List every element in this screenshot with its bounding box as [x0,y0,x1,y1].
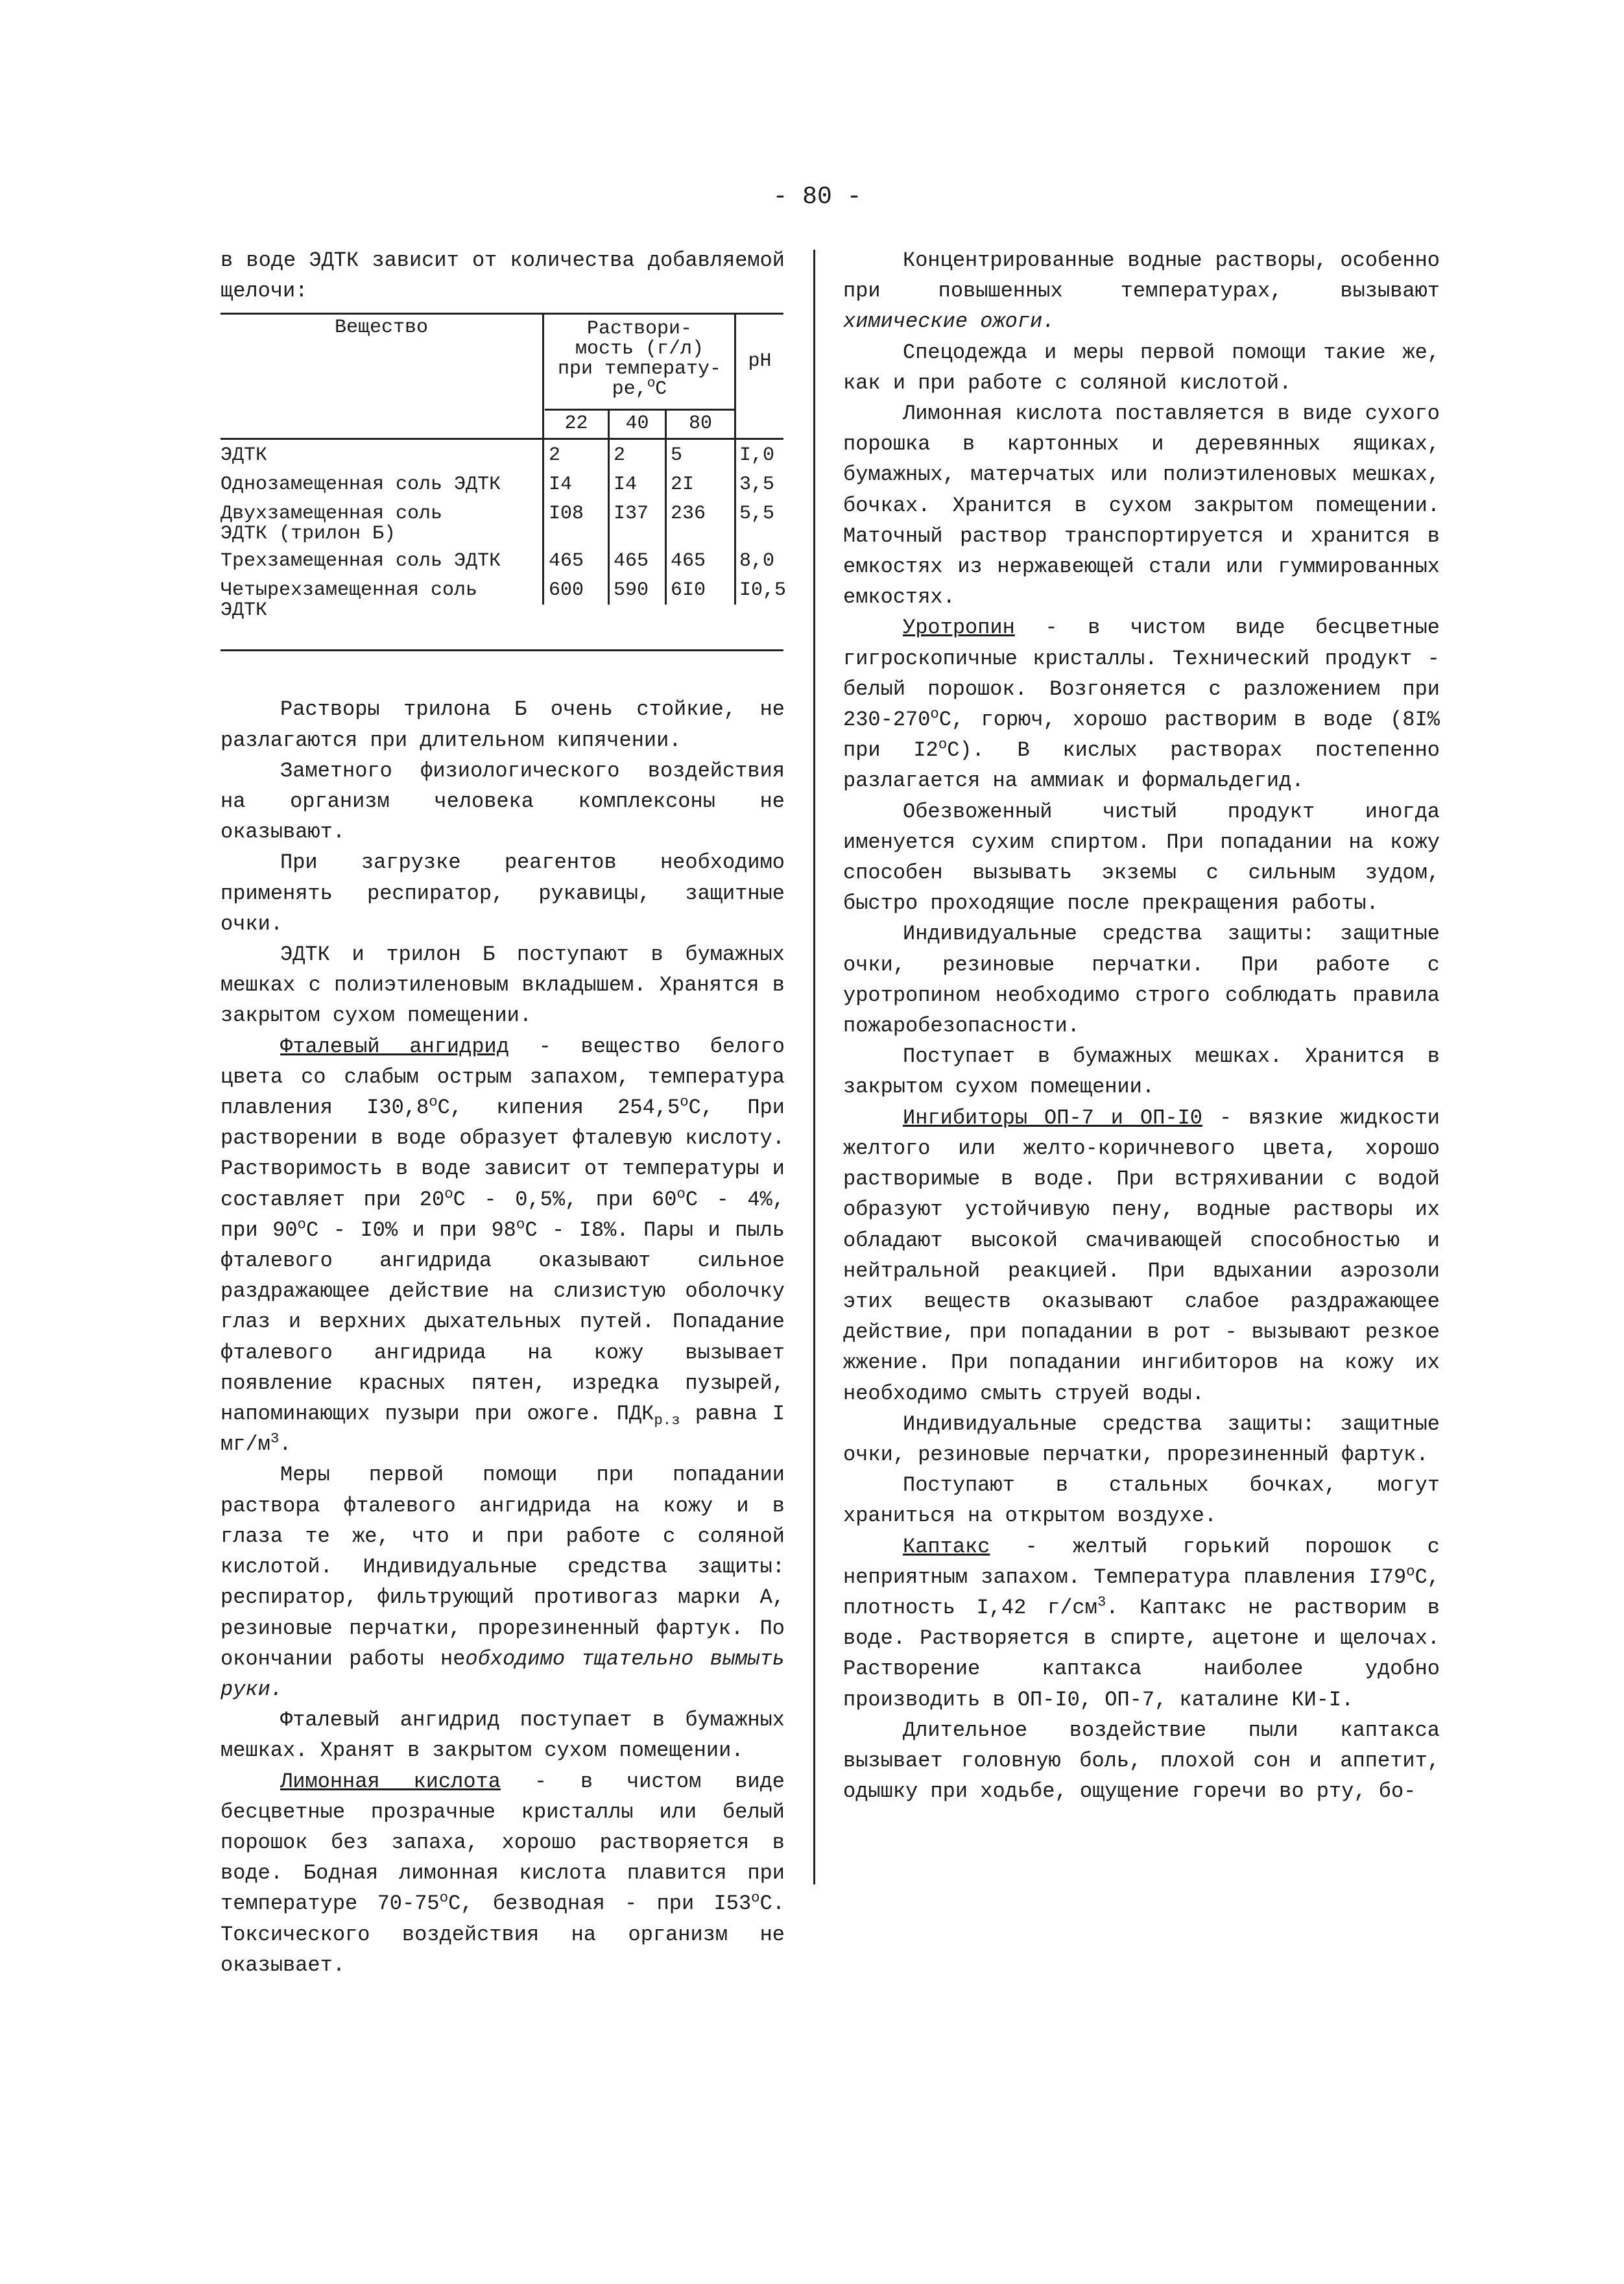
paragraph: Поступают в стальных бочках, могут храниться на открытом воздухе. [843,1473,1440,1528]
row-v80: 465 [671,550,706,573]
row-v40: 590 [614,579,649,602]
table-top-rule [221,313,783,315]
row-v22: 600 [549,579,584,602]
temp-80: 80 [688,413,712,435]
row-v80: 5 [671,444,683,467]
paragraph-citric-acid: Лимонная кислота - в чистом виде бесцветные прозрачные кристаллы или белый порошок без запаха, хорошо растворяется в воде. Бодная лимонная кислота плавится при температуре $70-75^оС$, безводная - при $I53^оС$. Токсического воздействия на организм не оказывает. [221,1769,785,1977]
table-vline-3 [665,409,667,605]
col-ph-header: pH [748,350,772,373]
paragraph-urotropin: Уротропин - в чистом виде бесцветные гигроскопичные кристаллы. Технический продукт - белый порошок. Возгоняется с разложением при $230-270^оС$, горюч, хорошо растворим в воде (8I% при $I2^оС$). В кислых растворах постепенно разлагается на аммиак и формальдегид. [843,616,1440,793]
term-captax: Каптакс [903,1534,990,1559]
temp-22: 22 [564,413,588,435]
paragraph-phthalic-anhydride: Фталевый ангидрид - вещество белого цвета со слабым острым запахом, температура плавления $I30,8^оС$, кипения $254,5^оС$, При растворении в воде образует фталевую кислоту. Растворимость в воде зависит от температуры и составляет при $20^оС - 0,5\%$, при $60^оС - 4\%$, при $90^оС - I0\%$ и при $98^оС - I8\%$. Пары и пыль фталевого ангидрида оказывают сильное раздражающее действие на слизистую оболочку глаз и верхних дыхательных путей. Попадание фталевого ангидрида на кожу вызывает появление красных пятен, изредка пузырей, напоминающих пузыри при ожоге. $ПДК_{р.з}$ равна I $мг/м^3$. [221,1034,785,1457]
sol-header-line: при температу- [557,358,722,381]
row-ph: 8,0 [739,550,775,573]
term-inhibitors: Ингибиторы ОП-7 и ОП-I0 [903,1105,1203,1130]
row-v40: 2 [614,444,626,467]
temp-40: 40 [625,413,649,435]
paragraph: Индивидуальные средства защиты: защитные очки, резиновые перчатки, прорезиненный фартук. [843,1412,1440,1467]
row-ph: 5,5 [739,503,775,525]
paragraph: Лимонная кислота поставляется в виде сухого порошка в картонных и деревянных ящиках, бумажных, матерчатых или полиэтиленовых мешках, бочках. Хранится в сухом закрытом помещении. Маточный раствор транспортируется и хранится в емкостях из нержавеющей стали или гуммированных емкостях. [843,402,1440,610]
term-citric-acid: Лимонная кислота [280,1769,501,1794]
paragraph-inhibitors: Ингибиторы ОП-7 и ОП-I0 - вязкие жидкости желтого или желто-коричневого цвета, хорошо растворимые в воде. При встряхивании с водой образуют устойчивую пену, водные растворы их обладают высокой смачивающей способностью и нейтральной реакцией. При вдыхании аэрозоли этих веществ оказывают слабое раздражающее действие, при попадании в рот - вызывают резкое жжение. При попадании ингибиторов на кожу их необходимо смыть струей воды. [843,1105,1440,1406]
row-ph: I,0 [739,444,775,467]
row-v40: 465 [614,550,649,573]
paragraph: ЭДТК и трилон Б поступают в бумажных мешках с полиэтиленовым вкладышем. Хранятся в закрытом сухом помещении. [221,943,785,1028]
row-v22: I08 [549,503,584,525]
row-ph: 3,5 [739,474,775,496]
temp-rule [545,409,735,411]
term-phthalic-anhydride: Фталевый ангидрид [280,1034,509,1059]
row-v22: 2 [549,444,561,467]
paragraph: Поступает в бумажных мешках. Хранится в закрытом сухом помещении. [843,1044,1440,1100]
solubility-table-wrap [221,313,785,656]
row-v80: 2I [671,474,695,496]
paragraph: Концентрированные водные растворы, особенно при повышенных температурах, вызывают химические ожоги. [843,248,1440,334]
row-v40: I37 [614,503,649,525]
paragraph: При загрузке реагентов необходимо применять респиратор, рукавицы, защитные очки. [221,850,785,936]
paragraph: Растворы трилона Б очень стойкие, не разлагаются при длительном кипячении. [221,697,785,752]
paragraph: Фталевый ангидрид поступает в бумажных мешках. Хранят в закрытом сухом помещении. [221,1708,785,1763]
paragraph: Длительное воздействие пыли каптакса вызывает головную боль, плохой сон и аппетит, одышку при ходьбе, ощущение горечи во рту, бо- [843,1718,1440,1804]
paragraph: Заметного физиологического воздействия на организм человека комплексоны не оказывают. [221,758,785,845]
row-name: ЭДТК [221,444,268,467]
row-name: Трехзамещенная соль ЭДТК [221,550,501,573]
row-v80: 236 [671,503,706,525]
paragraph: Обезвоженный чистый продукт иногда именуется сухим спиртом. При попадании на кожу способен вызывать экземы с сильным зудом, быстро проходящие после прекращения работы. [843,799,1440,916]
column-divider [813,250,815,1884]
row-v22: 465 [549,550,584,573]
row-v80: 6I0 [671,579,706,602]
table-bottom-rule [221,649,783,651]
right-column [843,245,1440,1807]
paragraph-captax: Каптакс - желтый горький порошок с неприятным запахом. Температура плавления $I79^оС$, плотность I,42 $г/см^3$. Каптакс не растворим в воде. Растворяется в спирте, ацетоне и щелочах. Растворение каптакса наиболее удобно производить в ОП-I0, ОП-7, каталине КИ-I. [843,1534,1440,1712]
paragraph: Спецодежда и меры первой помощи такие же, как и при работе с соляной кислотой. [843,340,1440,395]
table-intro: в воде ЭДТК зависит от количества добавляемой щелочи: [221,248,785,304]
sol-header-line: мость (г/л) [575,338,704,361]
table-vline-1 [542,313,544,605]
col-solubility-header [545,319,734,400]
page-number: - 80 - [772,183,862,211]
table-header-rule [221,438,783,440]
paragraph: Меры первой помощи при попадании раствора фталевого ангидрида на кожу и в глаза те же, что и при работе с соляной кислотой. Индивидуальные средства защиты: респиратор, фильтрующий противогаз марки А, резиновые перчатки, прорезиненный фартук. По окончании работы необходимо тщательно вымыть руки. [221,1463,785,1701]
row-v22: I4 [549,474,573,496]
term-urotropin: Уротропин [903,616,1015,640]
paragraph: Индивидуальные средства защиты: защитные очки, резиновые перчатки. При работе с уротропином необходимо строго соблюдать правила пожаробезопасности. [843,922,1440,1039]
sol-header-line: ре,$^о$С [612,376,667,401]
sol-header-line: Раствори- [586,318,693,341]
row-ph: I0,5 [739,579,787,602]
row-v40: I4 [614,474,638,496]
row-name: Четырехзамещенная соль ЭДТК [221,579,478,622]
row-name: Однозамещенная соль ЭДТК [221,474,501,496]
col-substance-header: Вещество [334,317,429,339]
table-vline-2 [608,409,610,605]
row-name: Двухзамещенная соль ЭДТК (трилон Б) [221,503,443,546]
left-column [221,245,785,1980]
